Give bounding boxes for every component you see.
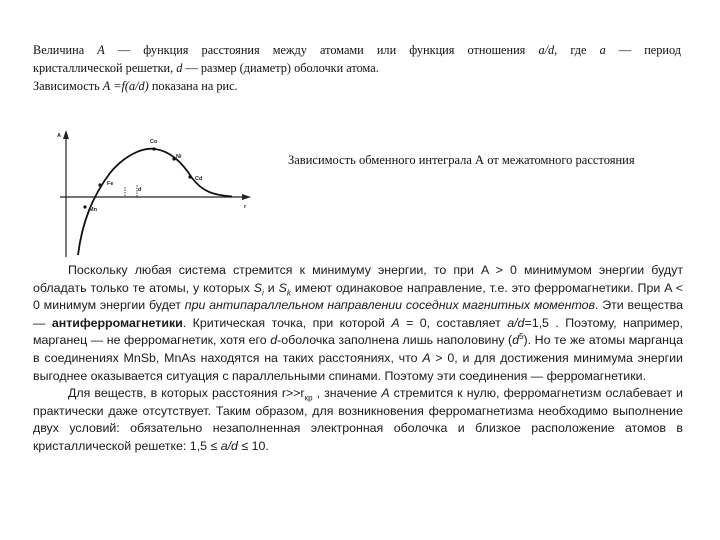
symbol-ratio: a/d [507,315,525,330]
point-mn [83,205,86,208]
text-run: Поскольку любая система стремится к минимуму энергии, то при A > 0 минимумом энергии будут обладать только те атомы, у которых [33,263,683,295]
label-fe: Fe [107,181,114,187]
text-run: -оболочка заполнена лишь наполовину ( [277,333,513,348]
symbol-d: d [270,333,278,348]
intro-text-part: — функция расстояния между атомами или функция отношения [104,43,539,57]
intro-line-3 [33,77,681,95]
symbol-d: d [512,333,520,348]
intro-text-part: кристаллической решетки, [33,61,177,75]
paragraph-2 [33,385,683,455]
text-run: и [263,280,279,295]
text-run: стремится к нулю, ферромагнетизм ослабевает и практически даже отсутствует. Таким образом, для возникновения ферромагнетизма необходимо выполнение двух условий: обязательно незаполненная электронная оболочка и близкое расположение атомов в кристаллической решетке: 1,5 ≤ [33,386,683,453]
body-text [33,262,683,456]
subscript-i: i [262,288,264,298]
symbol-a-small: a [599,43,606,57]
intro-text-part: Величина [33,43,98,57]
graph-svg [52,125,272,260]
symbol-s: S [278,280,287,295]
text-run: = 0, составляет [399,315,508,330]
label-ni: Ni [176,154,182,160]
text-run: =1,5 . Поэтому, например, марганец — не ферромагнетик, хотя его [33,315,684,348]
label-cd: Cd [195,176,203,182]
point-cd [188,175,191,178]
y-axis-label: A [57,133,61,139]
text-run: , значение [312,386,382,401]
paragraph-1 [33,262,683,385]
text-run: ). Но те же атомы марганца в соединениях MnSb, MnAs находятся на таких расстояниях, что [33,333,683,365]
subscript-kr: кр [304,393,313,403]
text-run: . Критическая точка, при которой [182,315,392,330]
subscript-k: k [286,288,291,298]
text-run: . Эти вещества — [33,298,683,330]
x-axis-arrow-icon [242,194,251,200]
intro-text-part: — размер (диаметр) оболочки атома. [182,61,379,75]
bold-term: антиферромагнетики [51,315,183,330]
point-fe [98,183,101,186]
intro-line-1 [33,41,681,59]
symbol-a-capital: A [97,43,105,57]
symbol-s: S [253,280,262,295]
point-co [152,147,155,150]
exchange-integral-graph [52,125,272,260]
superscript-5: 5 [519,332,524,342]
x-axis-label: r [244,204,247,210]
formula: A =f(a/d) [102,79,149,93]
symbol-a-capital: A [391,315,400,330]
y-axis-arrow-icon [63,130,69,139]
label-mn: Mn [89,207,97,213]
symbol-a-capital: A [422,350,431,365]
intro-text-part: , где [554,43,600,57]
text-run: ≤ 10. [237,438,269,453]
symbol-a-capital: A [381,386,390,401]
label-mark: d [138,187,142,193]
symbol-ratio: a/d [220,438,238,453]
symbol-ratio: a/d [538,43,555,57]
intro-text [33,41,681,95]
intro-text-part: — период [605,43,682,57]
intro-text-part: показана на рис. [148,79,238,93]
text-run: имеют одинаковое направление, т.е. это ферромагнетики. При A < 0 минимум энергии будет [33,280,683,313]
text-run: Для веществ, в которых расстояния r>>r [68,386,305,401]
symbol-d: d [176,61,183,75]
italic-phrase: при антипараллельном направлении соседних магнитных моментов [184,298,595,313]
intro-line-2 [33,59,681,77]
exchange-curve [78,149,232,255]
text-run: > 0, и для достижения минимума энергии выгоднее оказывается ситуация с параллельными спинами. Поэтому эти соединения — ферромагнетики. [33,350,683,383]
intro-text-part: Зависимость [33,79,103,93]
figure-caption: Зависимость обменного интеграла А от межатомного расстояния [288,153,635,167]
label-co: Co [150,139,158,145]
